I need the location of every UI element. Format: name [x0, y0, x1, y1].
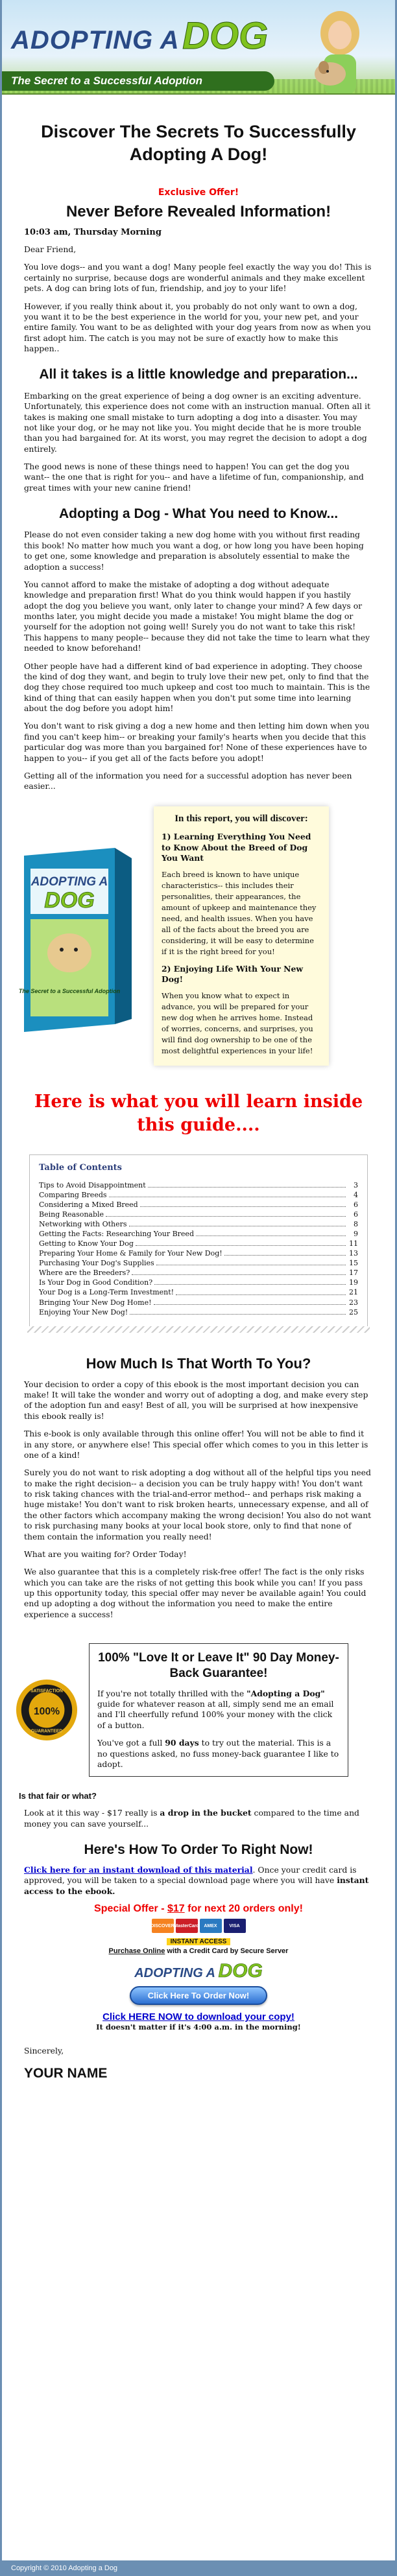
download-copy-link[interactable]: Click HERE NOW to download your copy! [102, 2011, 295, 2023]
instant-access-text: INSTANT ACCESS [167, 1938, 231, 1945]
body-paragraph: Other people have had a different kind of bad experience in adopting. They choose the kind of dog they want, and begin to truly love their new pet, only to find that the dog they chose required too much upkeep and cost too much to maintain. This is the kind of thing that can easily happen when you don't put some time into learning about the dog before you adopt him! [24, 661, 370, 714]
toc-page-number: 11 [349, 1239, 358, 1248]
author-name: YOUR NAME [24, 2066, 108, 2081]
header-banner [2, 0, 395, 95]
fair-paragraph [24, 1808, 373, 1829]
toc-page-number: 4 [354, 1190, 358, 1199]
report-benefits-box [154, 806, 329, 1066]
body-paragraph: Your decision to order a copy of this ebook is the most important decision you can make! It will take the wonder and worry out of adopting a dog, and make every step of the adoption fun and easy! Best of all, you will be surprised at how inexpensive this ebook really is! [24, 1379, 368, 1421]
toc-row [39, 1298, 358, 1307]
toc-leader-dots [130, 1307, 346, 1315]
toc-leader-dots [224, 1248, 346, 1256]
toc-entry-name: Where are the Breeders? [39, 1269, 130, 1278]
toc-entry-name: Considering a Mixed Breed [39, 1200, 138, 1209]
table-of-contents [29, 1154, 368, 1328]
secure-purchase-note [24, 1947, 373, 1955]
toc-row [39, 1258, 358, 1268]
toc-row [39, 1200, 358, 1210]
toc-page-number: 13 [349, 1249, 358, 1258]
report-heading: In this report, you will discover: [174, 813, 308, 824]
toc-leader-dots [132, 1268, 346, 1275]
toc-leader-dots [140, 1200, 346, 1207]
knowledge-heading: All it takes is a little knowledge and preparation... [39, 367, 358, 382]
toc-entry-name: Preparing Your Home & Family for Your New Dog! [39, 1249, 223, 1258]
toc-row [39, 1287, 358, 1297]
toc-page-number: 19 [349, 1278, 358, 1287]
anytime-note: It doesn't matter if it's 4:00 a.m. in the morning! [96, 2022, 301, 2032]
benefit-title: 2) Enjoying Life With Your New Dog! [162, 963, 304, 985]
toc-entry-name: Getting to Know Your Dog [39, 1239, 134, 1248]
worth-heading: How Much Is That Worth To You? [86, 1355, 311, 1372]
site-logo [11, 14, 268, 58]
mastercard-icon: MasterCard [176, 1919, 198, 1933]
toc-list [39, 1180, 358, 1317]
instant-access-badge [24, 1934, 373, 1946]
intro-paragraph: You love dogs-- and you want a dog! Many people feel exactly the way you do! This is certainly no surprise, because dogs are wonderful animals and they make excellent pets. A dog can bring lots of fun, friendship, and joy to your life! [24, 262, 372, 294]
toc-row [39, 1248, 358, 1258]
benefit-title: 1) Learning Everything You Need to Know About the Breed of Dog You Want [162, 832, 311, 863]
toc-page-number: 6 [354, 1200, 358, 1209]
seal-mid-text: 100% [33, 1706, 60, 1718]
book-title-line2: DOG [44, 887, 95, 913]
dateline: 10:03 am, Thursday Morning [24, 228, 162, 238]
toc-leader-dots [106, 1210, 346, 1217]
emphasis-text: a drop in the bucket [160, 1808, 252, 1818]
book-title-line1: ADOPTING A [30, 874, 108, 889]
benefit-body: Each breed is known to have unique characteristics-- this includes their personalities, their appearances, the amount of upkeep and maintenance they need, and health issues. When you have all of the facts about the breed you are considering, it will be easy to determine if it is the right breed for you! [162, 869, 317, 956]
sign-off: Sincerely, [24, 2046, 64, 2056]
toc-page-number: 23 [349, 1298, 358, 1307]
toc-page-number: 15 [349, 1259, 358, 1268]
fair-question: Is that fair or what? [19, 1791, 97, 1801]
toc-title: Table of Contents [39, 1162, 122, 1173]
toc-leader-dots [109, 1190, 346, 1197]
toc-leader-dots [154, 1278, 346, 1285]
download-line [24, 2011, 373, 2022]
order-logo [134, 1960, 263, 1982]
toc-leader-dots [154, 1298, 346, 1305]
toc-row [39, 1229, 358, 1239]
visa-card-icon: VISA [224, 1919, 246, 1933]
header-tagline: The Secret to a Successful Adoption [2, 71, 274, 91]
text-span: with a Credit Card by Secure Server [165, 1947, 289, 1956]
toc-row [39, 1190, 358, 1200]
benefit-body: When you know what to expect in advance, you will be prepared for your new dog when he arrives home. Instead of worries, concerns, and surprises, you will find dog ownership to be one of the most delightful experiences in your life! [162, 990, 313, 1055]
seal-top-text: SATISFACTION [30, 1689, 63, 1694]
body-paragraph: You don't want to risk giving a dog a new home and then letting him down when you find you can't keep him-- or breaking your family's hearts when you decide that this particular dog was more than you bargained for! None of these experiences have to happen to you-- if you get all of the facts before you adopt! [24, 721, 370, 763]
body-paragraph: You cannot afford to make the mistake of adopting a dog without adequate knowledge and preparation first! What do you think would happen if you hastily adopt the dog you believe you want, only later to change your mind? A few days or months later, you might decide you made a mistake! You might blame the dog or yourself for the adoption not going well! Surely you do not want to take this risk! This happens to many people-- because they did not take the time to learn what they needed to know beforehand! [24, 579, 370, 653]
toc-row [39, 1210, 358, 1219]
body-paragraph: What are you waiting for? Order Today! [24, 1549, 187, 1559]
toc-entry-name: Your Dog is a Long-Term Investment! [39, 1288, 174, 1297]
seal-bottom-text: GUARANTEED [30, 1729, 63, 1734]
toc-row [39, 1219, 358, 1229]
order-now-button[interactable]: Click Here To Order Now! [130, 1986, 268, 2005]
report-section [2, 806, 395, 1066]
toc-leader-dots [176, 1287, 346, 1294]
toc-entry-name: Purchasing Your Dog's Supplies [39, 1259, 154, 1268]
footer-copyright: Copyright © 2010 Adopting a Dog [2, 2560, 395, 2576]
body-paragraph: This e-book is only available through this online offer! You will not be able to find it in any store, or anywhere else! This special offer which comes to you in this letter is one of a kind! [24, 1429, 368, 1460]
guarantee-section [2, 1643, 395, 1777]
learn-heading: Here is what you will learn inside this guide.... [34, 1091, 363, 1136]
toc-leader-dots [136, 1239, 346, 1246]
logo-dog-text: DOG [182, 15, 269, 57]
discover-card-icon: DISCOVER [152, 1919, 174, 1933]
toc-leader-dots [129, 1219, 346, 1226]
text-span: to try out the material. This is a no questions asked, no fuss money-back guarantee I like to adopt. [97, 1738, 339, 1769]
toc-row [39, 1239, 358, 1248]
guide-name: "Adopting a Dog" [247, 1688, 325, 1698]
toc-entry-name: Is Your Dog in Good Condition? [39, 1278, 153, 1287]
toc-page-number: 6 [354, 1210, 358, 1219]
order-block [24, 1960, 373, 2005]
instant-download-link[interactable]: Click here for an instant download of this material [24, 1865, 253, 1875]
ebook-cover-image [18, 843, 141, 1037]
logo-dog-text: DOG [218, 1960, 263, 1982]
guarantee-paragraph [97, 1738, 340, 1770]
trial-period: 90 days [165, 1738, 199, 1748]
text-span: . Once your credit card is approved, you will be taken to a special download page where you will have [24, 1865, 357, 1886]
guarantee-box [89, 1643, 348, 1777]
order-paragraph [24, 1865, 373, 1897]
text-span: compared to the time and money you can save yourself... [24, 1808, 359, 1829]
toc-row [39, 1278, 358, 1287]
toc-leader-dots [148, 1180, 346, 1188]
toc-page-number: 9 [354, 1230, 358, 1239]
toc-page-number: 25 [349, 1307, 358, 1317]
order-heading: Here's How To Order To Right Now! [84, 1842, 313, 1858]
amex-card-icon: AMEX [200, 1919, 222, 1933]
body-paragraph: Surely you do not want to risk adopting a dog without all of the helpful tips you need to make the right decision-- a decision you can be truly happy with! You don't want to risk taking chances with the trial-and-error method-- and perhaps risk making a huge mistake! You don't want to risk broken hearts, unnecessary expense, and all of the other factors which accompany making the wrong decision! You also do not want to risk purchasing many books at your local book store, only to find that none of them contain the information you really need! [24, 1468, 372, 1541]
page-headline: Discover The Secrets To Successfully Adopting A Dog! [41, 122, 356, 164]
toc-entry-name: Networking with Others [39, 1220, 127, 1229]
toc-page-number: 17 [349, 1269, 358, 1278]
toc-page-number: 8 [354, 1220, 358, 1229]
logo-adopting-text: ADOPTING A [134, 1966, 216, 1981]
toc-leader-dots [156, 1258, 346, 1265]
body-paragraph: We also guarantee that this is a completely risk-free offer! The fact is the only risks which you can take are the risks of not getting this book while you can! If you pass up this opportunity today, this special offer may never be available again! You could end up adopting a dog without the information you need to make the entire experience a success! [24, 1567, 367, 1619]
toc-page-number: 21 [349, 1288, 358, 1297]
intro-paragraph: Dear Friend, [24, 244, 77, 255]
toc-page-number: 3 [354, 1180, 358, 1189]
logo-adopting-text: ADOPTING A [11, 26, 180, 54]
toc-leader-dots [196, 1229, 346, 1236]
woman-with-dog-image [298, 4, 382, 95]
toc-entry-name: Enjoying Your New Dog! [39, 1307, 128, 1317]
never-before-heading: Never Before Revealed Information! [66, 203, 331, 221]
body-paragraph: Embarking on the great experience of being a dog owner is an exciting adventure. Unfortunately, this experience does not come with an instruction manual. Often all it takes is making one small mistake to turn adopting a dog into a disaster. You may not like your dog, or he may not like you. You might decide that he is more trouble than you had bargained for. At its worst, you may regret the decision to adopt a dog entirely. [24, 390, 370, 454]
toc-entry-name: Getting the Facts: Researching Your Breed [39, 1230, 194, 1239]
body-paragraph: Please do not even consider taking a new dog home with you without first reading this book! No matter how much you want a dog, or how long you have been hoping to get one, some knowledge and preparation is absolutely essential to make the adoption a success! [24, 530, 364, 572]
purchase-online-text: Purchase Online [108, 1947, 165, 1956]
special-offer [24, 1903, 373, 1915]
body-paragraph: Getting all of the information you need for a successful adoption has never been easier... [24, 770, 352, 791]
what-you-need-heading: Adopting a Dog - What You need to Know... [58, 506, 339, 522]
book-subtitle: The Secret to a Successful Adoption [18, 987, 121, 994]
text-span: Special Offer - [94, 1903, 167, 1915]
toc-row [39, 1307, 358, 1317]
satisfaction-seal-icon [15, 1678, 78, 1742]
toc-row [39, 1268, 358, 1278]
body-paragraph: The good news is none of these things need to happen! You can get the dog you want-- the one that is right for you-- and have a lifetime of fun, companionship, and great times with your new canine friend! [24, 462, 364, 493]
text-span: for next 20 orders only! [184, 1903, 303, 1915]
exclusive-offer-label: Exclusive Offer! [158, 187, 239, 198]
toc-entry-name: Tips to Avoid Disappointment [39, 1180, 146, 1189]
text-span: You've got a full [97, 1738, 165, 1748]
toc-row [39, 1180, 358, 1190]
emphasis-text: instant access to the ebook. [24, 1875, 369, 1896]
guarantee-paragraph [97, 1689, 340, 1731]
text-span: If you're not totally thrilled with the [97, 1688, 247, 1698]
toc-entry-name: Bringing Your New Dog Home! [39, 1298, 152, 1307]
toc-entry-name: Comparing Breeds [39, 1190, 107, 1199]
price: $17 [167, 1903, 185, 1915]
text-span: Look at it this way - $17 really is [24, 1808, 160, 1818]
toc-entry-name: Being Reasonable [39, 1210, 104, 1219]
intro-paragraph: However, if you really think about it, you probably do not only want to own a dog, you want it to be the best experience in the world for you, your new pet, and your entire family. You want to be as delighted with your dog years from now as when you first adopt him. The catch is you may not be sure of exactly how to make this happen.. [24, 301, 371, 354]
payment-cards [24, 1919, 373, 1933]
text-span: guide for whatever reason at all, simply send me an email and I'll cheerfully refund 100% your money with the click of a button. [97, 1699, 334, 1730]
guarantee-heading: 100% "Love It or Leave It" 90 Day Money-Back Guarantee! [98, 1651, 339, 1680]
